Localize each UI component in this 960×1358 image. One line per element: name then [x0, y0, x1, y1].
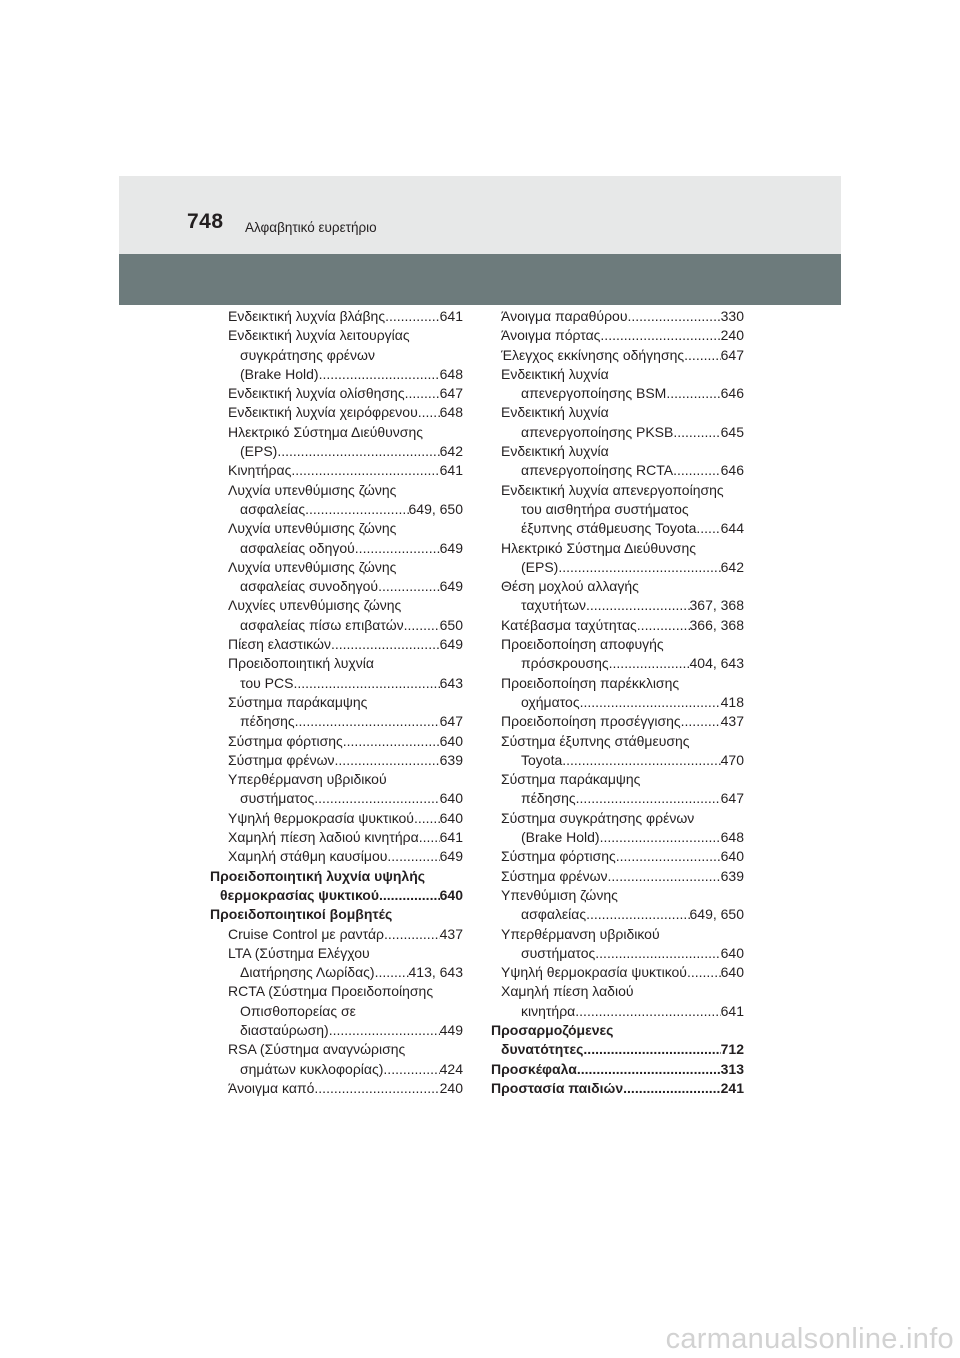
dot-leader: [379, 886, 440, 905]
dot-leader: [673, 423, 720, 442]
index-entry-page: 650: [439, 616, 463, 633]
index-entry-label: Προστασία παιδιών: [491, 1079, 624, 1096]
dot-leader: [293, 674, 439, 693]
index-entry-label: ασφαλείας οδηγού: [240, 539, 355, 556]
dot-leader: [404, 616, 440, 635]
index-entry-page: 640: [439, 732, 463, 749]
index-entry-page: 648: [439, 404, 463, 421]
index-entry-label: Cruise Control με ραντάρ: [228, 925, 385, 942]
index-entry: [491, 1079, 744, 1098]
dot-leader: [419, 828, 440, 847]
index-entry: [210, 616, 463, 635]
index-entry: [210, 809, 463, 828]
dot-leader: [609, 654, 690, 673]
index-entry-label: Άνοιγμα παραθύρου: [501, 308, 628, 324]
index-entry-label: ταχυτήτων: [521, 597, 587, 614]
index-entry-page: 646: [720, 462, 744, 479]
index-entry: [491, 847, 744, 866]
index-entry-page: 639: [439, 751, 463, 768]
index-entry-page: 366, 368: [689, 616, 744, 633]
index-entry-label: του PCS: [240, 674, 294, 691]
index-entry-text: Λυχνία υπενθύμισης ζώνης: [228, 481, 397, 498]
dot-leader: [405, 384, 440, 403]
dot-leader: [687, 963, 721, 982]
index-column-left: [210, 307, 463, 1098]
index-entry: [491, 326, 744, 345]
index-entry-page: 640: [439, 790, 463, 807]
index-entry-label: πρόσκρουσης: [521, 655, 609, 672]
index-entry: [210, 442, 463, 461]
index-entry: [210, 925, 463, 944]
index-entry: [491, 712, 744, 731]
index-entry-page: 640: [720, 944, 744, 961]
index-entry-text: Υπερθέρμανση υβριδικού: [501, 925, 660, 942]
index-entry-text: Σύστημα συγκράτησης φρένων: [501, 809, 695, 826]
index-entry: [491, 1002, 744, 1021]
index-entry: [210, 403, 463, 422]
index-entry: [210, 307, 463, 326]
index-entry: [491, 307, 744, 326]
index-entry-label: Σύστημα φρένων: [501, 867, 608, 884]
index-entry-label: Σύστημα φόρτισης: [501, 848, 616, 865]
index-entry-text: Σύστημα παράκαμψης: [228, 693, 368, 710]
index-entry: [210, 847, 463, 866]
index-heading: Προσαρμοζόμενες: [491, 1021, 614, 1038]
index-entry: [210, 674, 463, 693]
index-entry-page: 647: [439, 713, 463, 730]
dot-leader: [580, 693, 721, 712]
index-entry-text: Υπερθέρμανση υβριδικού: [228, 771, 387, 788]
index-entry-page: 640: [720, 964, 744, 981]
dot-leader: [666, 384, 720, 403]
dot-leader: [608, 867, 721, 886]
index-entry-page: 649, 650: [689, 906, 744, 923]
index-entry: [491, 944, 744, 963]
index-entry-page: 330: [720, 308, 744, 324]
index-entry-label: οχήματος: [521, 693, 580, 710]
index-entry-label: θερμοκρασίας ψυκτικού: [220, 886, 379, 903]
dot-leader: [637, 616, 690, 635]
index-entry-text: Λυχνία υπενθύμισης ζώνης: [228, 520, 397, 537]
index-entry-label: Διατήρησης Λωρίδας): [240, 964, 375, 981]
dot-leader: [616, 847, 721, 866]
index-entry-page: 413, 643: [408, 964, 463, 981]
index-entry-label: σημάτων κυκλοφορίας): [240, 1060, 384, 1077]
index-entry-page: 712: [720, 1041, 744, 1058]
dot-leader: [681, 712, 721, 731]
dot-leader: [305, 500, 408, 519]
index-entry-page: 644: [720, 520, 744, 537]
dot-leader: [418, 403, 440, 422]
index-entry-label: Υψηλή θερμοκρασία ψυκτικού: [501, 964, 687, 981]
dot-leader: [586, 905, 689, 924]
index-entry-text: Ενδεικτική λυχνία λειτουργίας: [228, 327, 410, 344]
index-entry-page: 367, 368: [689, 597, 744, 614]
index-entry-page: 647: [720, 346, 744, 363]
index-entry-page: 240: [439, 1079, 463, 1096]
index-entry-text: Οπισθοπορείας σε: [240, 1002, 356, 1019]
index-entry-label: ασφαλείας συνοδηγού: [240, 578, 379, 595]
index-entry-label: Κατέβασμα ταχύτητας: [501, 616, 637, 633]
page-title: Αλφαβητικό ευρετήριο: [245, 220, 377, 235]
index-entry-text: Λυχνίες υπενθύμισης ζώνης: [228, 597, 402, 614]
index-entry-label: απενεργοποίησης PKSB: [521, 423, 674, 440]
index-entry: [491, 596, 744, 615]
index-entry-text: Σύστημα παράκαμψης: [501, 771, 641, 788]
index-entry-text: συγκράτησης φρένων: [240, 346, 375, 363]
index-entry: [491, 654, 744, 673]
index-entry-page: 646: [720, 385, 744, 402]
dot-leader: [314, 1079, 439, 1098]
index-entry-page: 241: [720, 1079, 744, 1096]
dot-leader: [673, 461, 721, 480]
index-entry-text: Ενδεικτική λυχνία: [501, 404, 609, 421]
index-entry-page: 313: [720, 1060, 744, 1077]
index-entry: [491, 905, 744, 924]
dot-leader: [319, 365, 440, 384]
header-band: [119, 176, 841, 254]
index-entry-text: Λυχνία υπενθύμισης ζώνης: [228, 558, 397, 575]
index-entry-text: RCTA (Σύστημα Προειδοποίησης: [228, 983, 434, 1000]
index-entry-text: του αισθητήρα συστήματος: [521, 500, 689, 517]
index-entry-text: Υπενθύμιση ζώνης: [501, 886, 618, 903]
index-entry: [210, 712, 463, 731]
index-entry-page: 470: [720, 751, 744, 768]
index-entry-text: Σύστημα έξυπνης στάθμευσης: [501, 732, 690, 749]
index-entry-page: 645: [720, 423, 744, 440]
dot-leader: [314, 789, 439, 808]
dot-leader: [576, 789, 721, 808]
index-entry: [491, 828, 744, 847]
index-entry: [491, 423, 744, 442]
dot-leader: [277, 442, 439, 461]
index-entry: [210, 539, 463, 558]
index-entry: [210, 577, 463, 596]
index-entry-label: Ενδεικτική λυχνία ολίσθησης: [228, 385, 405, 402]
index-entry-label: διασταύρωση): [240, 1021, 329, 1038]
dot-leader: [331, 635, 440, 654]
index-entry-page: 437: [720, 713, 744, 730]
dot-leader: [586, 596, 689, 615]
index-entry-label: Σύστημα φρένων: [228, 751, 335, 768]
index-entry-page: 640: [439, 886, 463, 903]
index-entry-text: Ενδεικτική λυχνία: [501, 365, 609, 382]
index-entry: [210, 500, 463, 519]
index-entry-label: (Brake Hold): [521, 829, 600, 846]
index-entry: [210, 384, 463, 403]
index-entry: [491, 346, 744, 365]
index-entry: [491, 789, 744, 808]
dot-leader: [600, 828, 721, 847]
dot-leader: [414, 809, 440, 828]
index-entry-label: έξυπνης στάθμευσης Toyota: [521, 520, 697, 537]
index-entry: [491, 693, 744, 712]
index-entry: [491, 461, 744, 480]
index-entry: [210, 1060, 463, 1079]
index-heading: Προειδοποιητικοί βομβητές: [210, 906, 393, 923]
index-entry-text: Προειδοποιητική λυχνία: [228, 655, 374, 672]
index-entry-label: πέδησης: [240, 713, 295, 730]
index-entry: [491, 751, 744, 770]
dot-leader: [577, 1060, 721, 1079]
index-entry-page: 648: [720, 829, 744, 846]
dot-leader: [335, 751, 440, 770]
dot-leader: [558, 558, 720, 577]
index-entry-label: Χαμηλή πίεση λαδιού κινητήρα: [228, 829, 419, 846]
index-entry-page: 404, 643: [689, 655, 744, 672]
index-entry-page: 649: [439, 539, 463, 556]
index-entry-page: 639: [720, 867, 744, 884]
index-column-right: [491, 307, 744, 1098]
index-entry: [210, 732, 463, 751]
index-entry-page: 240: [720, 327, 744, 344]
index-entry-page: 642: [439, 443, 463, 460]
index-entry-label: πέδησης: [521, 790, 576, 807]
dot-leader: [355, 539, 440, 558]
index-entry-label: συστήματος: [521, 944, 596, 961]
index-entry-page: 649: [439, 848, 463, 865]
index-entry: [491, 1040, 744, 1059]
index-entry-page: 418: [720, 693, 744, 710]
index-entry-label: ασφαλείας: [521, 906, 587, 923]
dot-leader: [384, 925, 440, 944]
dot-leader: [600, 326, 720, 345]
index-entry-text: Χαμηλή πίεση λαδιού: [501, 983, 634, 1000]
index-entry-label: Σύστημα φόρτισης: [228, 732, 343, 749]
index-entry-page: 649: [439, 578, 463, 595]
index-entry-page: 649: [439, 636, 463, 653]
index-entry-text: Προειδοποίηση παρέκκλισης: [501, 674, 680, 691]
section-bar: [119, 254, 841, 305]
index-entry: [210, 365, 463, 384]
index-entry-label: Έλεγχος εκκίνησης οδήγησης: [501, 346, 685, 363]
index-entry-label: Χαμηλή στάθμη καυσίμου: [228, 848, 388, 865]
index-entry-page: 424: [439, 1060, 463, 1077]
index-entry-page: 449: [439, 1021, 463, 1038]
dot-leader: [329, 1021, 440, 1040]
index-entry: [210, 828, 463, 847]
index-entry-text: Ενδεικτική λυχνία: [501, 443, 609, 460]
index-entry-page: 647: [439, 385, 463, 402]
index-entry-label: απενεργοποίησης BSM: [521, 385, 667, 402]
dot-leader: [387, 847, 439, 866]
dot-leader: [385, 307, 440, 326]
index-entry-text: Ηλεκτρικό Σύστημα Διεύθυνσης: [228, 423, 423, 440]
index-entry-label: ασφαλείας: [240, 500, 306, 517]
index-entry-page: 649, 650: [408, 500, 463, 517]
index-heading: Προειδοποιητική λυχνία υψηλής: [210, 867, 426, 884]
index-entry-label: (Brake Hold): [240, 365, 319, 382]
index-entry: [210, 1079, 463, 1098]
index-entry-page: 640: [720, 848, 744, 865]
dot-leader: [623, 1079, 720, 1098]
index-entry: [210, 751, 463, 770]
index-entry: [491, 963, 744, 982]
index-entry-label: Προειδοποίηση προσέγγισης: [501, 713, 681, 730]
dot-leader: [595, 944, 720, 963]
index-entry-page: 437: [439, 925, 463, 942]
index-entry: [491, 616, 744, 635]
index-entry: [210, 789, 463, 808]
index-entry-text: RSA (Σύστημα αναγνώρισης: [228, 1041, 406, 1058]
index-entry-page: 640: [439, 809, 463, 826]
index-entry-text: Θέση μοχλού αλλαγής: [501, 578, 639, 595]
index-entry-page: 648: [439, 365, 463, 382]
index-entry: [210, 886, 463, 905]
index-entry-label: κινητήρα: [521, 1002, 576, 1019]
dot-leader: [684, 346, 720, 365]
index-entry: [491, 519, 744, 538]
index-entry-page: 643: [439, 674, 463, 691]
index-entry-label: Ενδεικτική λυχνία χειρόφρενου: [228, 404, 418, 421]
index-entry-text: Προειδοποίηση αποφυγής: [501, 636, 664, 653]
index-entry-label: συστήματος: [240, 790, 315, 807]
index-entry-label: Υψηλή θερμοκρασία ψυκτικού: [228, 809, 414, 826]
dot-leader: [375, 963, 409, 982]
index-entry-label: Πίεση ελαστικών: [228, 636, 331, 653]
index-entry-page: 641: [439, 462, 463, 479]
index-entry-label: Άνοιγμα καπό: [228, 1079, 315, 1096]
index-entry: [491, 867, 744, 886]
index-entry: [210, 963, 463, 982]
dot-leader: [583, 1040, 720, 1059]
index-entry-label: Ενδεικτική λυχνία βλάβης: [228, 308, 386, 324]
dot-leader: [343, 732, 440, 751]
index-entry-label: Προσκέφαλα: [491, 1060, 577, 1077]
index-entry-label: (EPS): [240, 443, 278, 460]
index-entry-page: 641: [720, 1002, 744, 1019]
watermark: carmanualsonline.info: [665, 1323, 954, 1355]
index-entry: [210, 635, 463, 654]
index-entry-label: (EPS): [521, 558, 559, 575]
dot-leader: [291, 461, 439, 480]
index-entry: [210, 1021, 463, 1040]
index-entry-label: Κινητήρας: [228, 462, 292, 479]
index-entry: [210, 461, 463, 480]
index-entry-page: 642: [720, 558, 744, 575]
index-entry-text: Ηλεκτρικό Σύστημα Διεύθυνσης: [501, 539, 696, 556]
dot-leader: [383, 1060, 439, 1079]
dot-leader: [628, 307, 721, 326]
index-entry: [491, 558, 744, 577]
index-entry-text: Ενδεικτική λυχνία απενεργοποίησης: [501, 481, 724, 498]
dot-leader: [696, 519, 720, 538]
index-entry-page: 647: [720, 790, 744, 807]
dot-leader: [562, 751, 720, 770]
index-entry-label: απενεργοποίησης RCTA: [521, 462, 674, 479]
index-entry-label: Toyota: [521, 751, 563, 768]
page-number: 748: [187, 210, 224, 233]
dot-leader: [295, 712, 440, 731]
index-entry: [491, 1060, 744, 1079]
dot-leader: [378, 577, 440, 596]
index-entry-label: δυνατότητες: [501, 1041, 584, 1058]
index-entry-label: Άνοιγμα πόρτας: [501, 327, 601, 344]
dot-leader: [575, 1002, 720, 1021]
index-entry-label: ασφαλείας πίσω επιβατών: [240, 616, 404, 633]
index-entry-page: 641: [439, 829, 463, 846]
index-entry-text: LTA (Σύστημα Ελέγχου: [228, 944, 370, 961]
index-entry-page: 641: [439, 308, 463, 324]
index-entry: [491, 384, 744, 403]
